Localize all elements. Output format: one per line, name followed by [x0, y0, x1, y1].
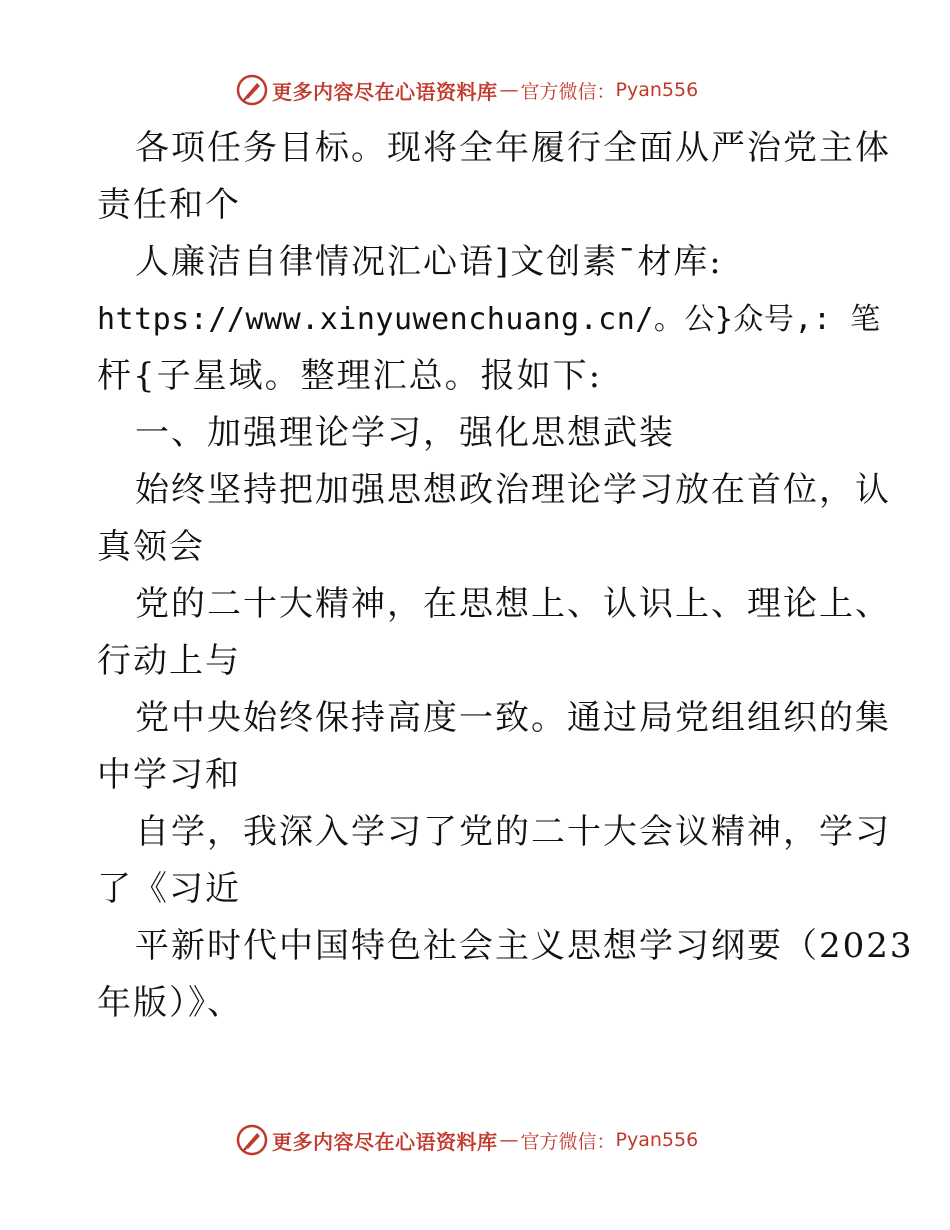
document-body — [97, 120, 914, 1032]
body-line: 年版）》、 — [97, 983, 243, 1023]
watermark-id: Pyan556 — [615, 1129, 699, 1151]
body-line: 各项任务目标。现将全年履行全面从严治党主体 — [135, 128, 891, 168]
watermark-text: 更多内容尽在心语资料库 — [272, 79, 498, 104]
body-line: 始终坚持把加强思想政治理论学习放在首位，认 — [135, 470, 891, 510]
watermark-label: 官方微信： — [520, 1130, 616, 1153]
watermark-dash: — — [499, 1129, 519, 1151]
footer-watermark — [236, 1123, 698, 1157]
body-line: 行动上与 — [97, 641, 241, 681]
body-line: 党的二十大精神，在思想上、认识上、理论上、 — [135, 584, 891, 624]
body-line: 中学习和 — [97, 755, 241, 795]
header-watermark — [236, 73, 698, 107]
body-line: 自学，我深入学习了党的二十大会议精神，学习 — [135, 812, 891, 852]
watermark-label: 官方微信： — [520, 80, 616, 103]
watermark-id: Pyan556 — [615, 79, 699, 101]
body-line: 责任和个 — [97, 185, 241, 225]
body-line: https://www.xinyuwenchuang.cn/。公}众号,: 笔 — [97, 302, 881, 337]
watermark-dash: — — [499, 79, 519, 101]
body-line: 杆{子星域。整理汇总。报如下: — [97, 356, 603, 396]
body-line: 了《习近 — [97, 869, 241, 909]
watermark-text: 更多内容尽在心语资料库 — [272, 1129, 498, 1154]
quill-pen-logo-icon — [236, 74, 268, 106]
quill-pen-logo-icon — [236, 1124, 268, 1156]
body-line: 平新时代中国特色社会主义思想学习纲要（2023 — [135, 926, 914, 966]
body-line: 真领会 — [97, 527, 205, 567]
body-line: 党中央始终保持高度一致。通过局党组组织的集 — [135, 698, 891, 738]
body-line: 人廉洁自律情况汇心语]文创素¯材库: — [135, 242, 723, 282]
section-heading: 一、加强理论学习，强化思想武装 — [135, 413, 675, 453]
